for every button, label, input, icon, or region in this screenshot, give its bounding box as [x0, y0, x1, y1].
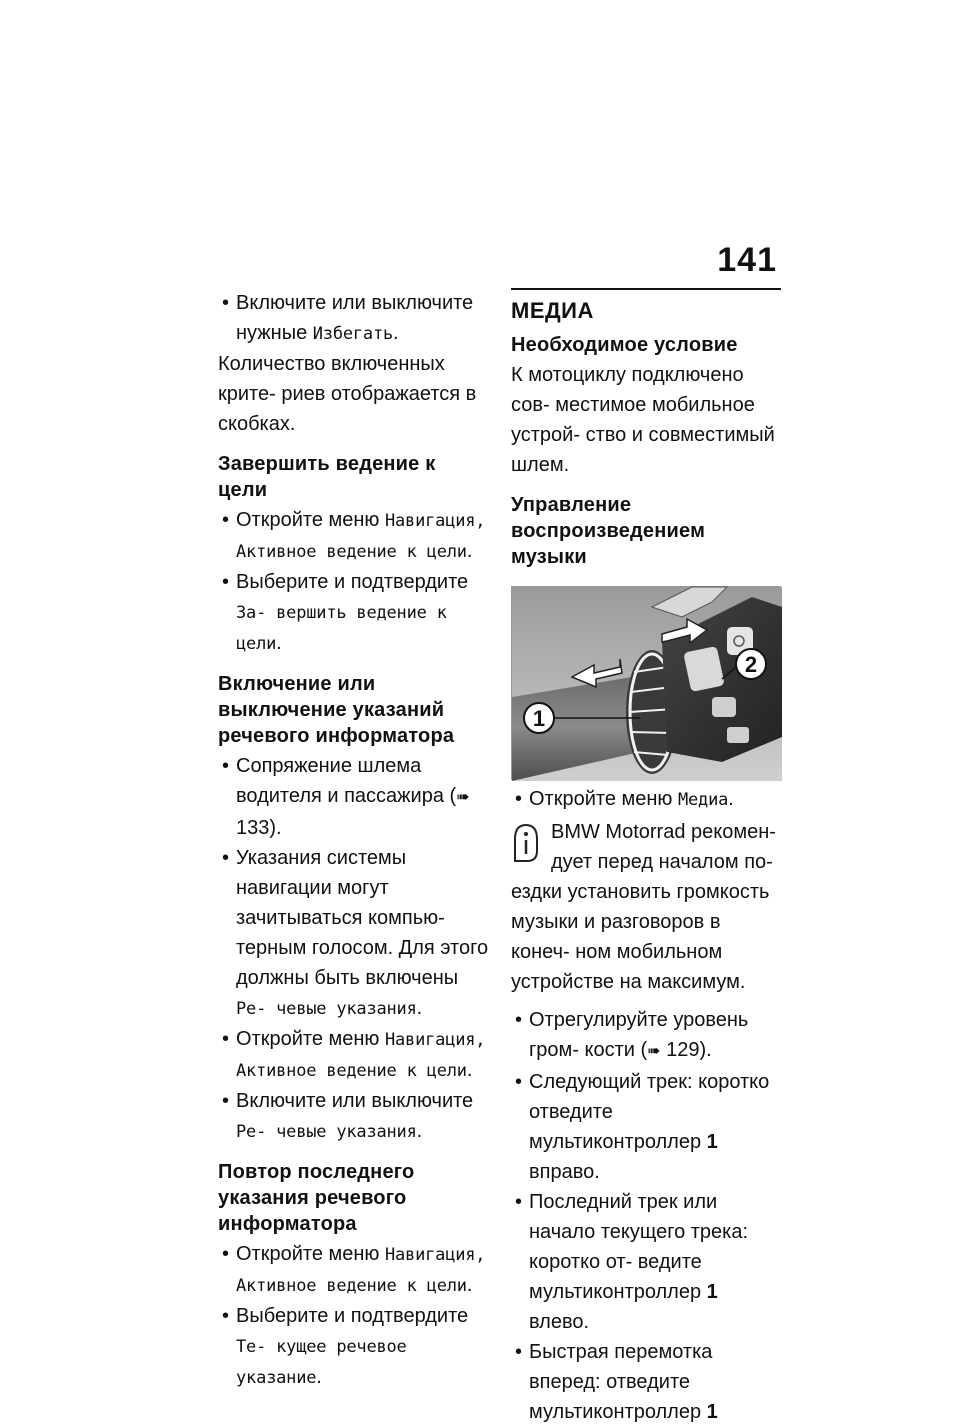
- section-heading: Повтор последнего указания речевого информатора: [218, 1161, 415, 1235]
- figure-label-1: 1: [532, 706, 546, 731]
- list-item: • Включите или выключите Ре- чевые указания.: [218, 1086, 490, 1147]
- page-number: 141: [717, 241, 777, 279]
- list-item: • Откройте меню Медиа.: [511, 784, 781, 815]
- list-item: • Выберите и подтвердите За- вершить ведение к цели.: [218, 567, 490, 659]
- menu-name: Избегать: [312, 324, 394, 344]
- list-item: • Отрегулируйте уровень гром- кости (➠ 129).: [511, 1005, 781, 1067]
- menu-name: Навигация, Активное ведение к цели: [236, 1030, 486, 1081]
- info-icon: [511, 821, 541, 865]
- menu-name: Навигация, Активное ведение к цели: [236, 511, 486, 562]
- list-item: • Указания системы навигации могут зачитываться компью- терным голосом. Для этого должны быть включены Ре- чевые указания.: [218, 843, 490, 1024]
- page-reference[interactable]: 129: [666, 1039, 700, 1061]
- section-heading: Завершить ведение к цели: [218, 453, 436, 501]
- list-item: • Включите или выключите нужные Избегать.: [218, 288, 490, 349]
- list-item: • Откройте меню Навигация, Активное ведение к цели.: [218, 505, 490, 567]
- menu-name: Ре- чевые указания: [236, 1122, 417, 1142]
- list-item: • Следующий трек: коротко отведите мультиконтроллер 1 вправо.: [511, 1067, 781, 1187]
- figure-label-2: 2: [744, 652, 758, 677]
- section-heading: Включение или выключение указаний речевого информатора: [218, 673, 455, 747]
- page-reference[interactable]: 133: [236, 817, 270, 839]
- info-text: ездки установить громкость музыки и разговоров в конеч- ном мобильном устройстве на максимум.: [511, 881, 770, 993]
- control-number: 1: [706, 1281, 718, 1303]
- chapter-title: МЕДИА: [511, 288, 781, 326]
- handlebar-illustration: [512, 587, 782, 781]
- menu-name: Ре- чевые указания: [236, 999, 417, 1019]
- paragraph: Количество включенных крите- риев отображается в скобках.: [218, 353, 477, 435]
- list-item: • Быстрая перемотка вперед: отведите мультиконтроллер 1: [511, 1337, 781, 1427]
- info-text-first: BMW Motorrad рекомен- дует перед началом по-: [551, 821, 776, 873]
- section-heading: Необходимое условие: [511, 334, 738, 356]
- info-note: [511, 817, 781, 997]
- multicontroller-figure: [511, 586, 781, 780]
- list-item: • Сопряжение шлема водителя и пассажира (➠ 133).: [218, 751, 490, 843]
- menu-name: Те- кущее речевое указание: [236, 1337, 407, 1388]
- menu-name: Навигация, Активное ведение к цели: [236, 1245, 486, 1296]
- right-column: [511, 288, 781, 1427]
- menu-name: За- вершить ведение к цели: [236, 603, 447, 654]
- list-item: • Выберите и подтвердите Те- кущее речевое указание.: [218, 1301, 490, 1393]
- page-reference-arrow-icon: ➠: [647, 1043, 661, 1060]
- list-item: • Последний трек или начало текущего трека: коротко от- ведите мультиконтроллер 1 влево.: [511, 1187, 781, 1337]
- control-number: 1: [706, 1401, 718, 1423]
- left-column: [218, 288, 490, 1393]
- list-item: • Откройте меню Навигация, Активное ведение к цели.: [218, 1239, 490, 1301]
- page-reference-arrow-icon: ➠: [456, 789, 470, 806]
- paragraph: К мотоциклу подключено сов- местимое мобильное устрой- ство и совместимый шлем.: [511, 364, 775, 476]
- section-heading: Управление воспроизведением музыки: [511, 494, 706, 568]
- menu-name: Медиа: [677, 790, 729, 810]
- control-number: 1: [706, 1131, 718, 1153]
- list-item: • Откройте меню Навигация, Активное ведение к цели.: [218, 1024, 490, 1086]
